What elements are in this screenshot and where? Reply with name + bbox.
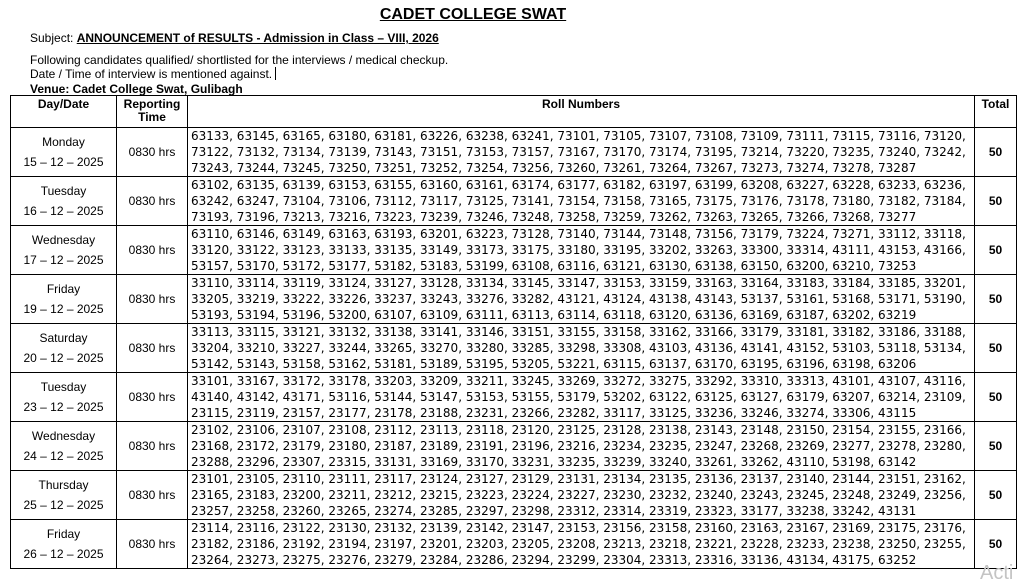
total-cell: 50 (975, 177, 1017, 226)
table-row (11, 520, 1017, 569)
interview-date: 17 – 12 – 2025 (23, 253, 104, 267)
reporting-time-cell: 0830 hrs (117, 324, 188, 373)
reporting-time-cell: 0830 hrs (117, 177, 188, 226)
intro-line-1: Following candidates qualified/ shortlisted for the interviews / medical checkup. (30, 53, 449, 67)
day-name: Saturday (39, 331, 88, 345)
day-name: Monday (42, 135, 85, 149)
table-row (11, 128, 1017, 177)
activation-watermark: Acti (980, 562, 1014, 584)
total-cell: 50 (975, 471, 1017, 520)
reporting-time-cell: 0830 hrs (117, 422, 188, 471)
total-cell: 50 (975, 128, 1017, 177)
intro-line-2-text: Date / Time of interview is mentioned against. (30, 67, 273, 81)
subject-line (30, 31, 439, 45)
reporting-time-cell: 0830 hrs (117, 520, 188, 569)
day-date-cell (11, 177, 117, 226)
table-row (11, 373, 1017, 422)
reporting-time-cell: 0830 hrs (117, 226, 188, 275)
interview-date: 25 – 12 – 2025 (23, 498, 104, 512)
interview-date: 16 – 12 – 2025 (23, 204, 104, 218)
roll-numbers-cell: 63110, 63146, 63149, 63163, 63193, 63201, 63223, 73128, 73140, 73144, 73148, 73156, 73179, 73224, 73271, 33112, 33118, 33120, 33122, 33123, 33133, 33135, 33149, 33173, 33175, 33180, 33195, 33202, 33263, 33300, 33314, 43111, 43153, 43166, 53157, 53170, 53172, 53177, 53182, 53183, 53199, 63108, 63116, 63121, 63130, 63138, 63150, 63200, 63210, 73253 (188, 226, 975, 275)
document-title: CADET COLLEGE SWAT (379, 6, 567, 23)
table-row (11, 471, 1017, 520)
interview-date: 20 – 12 – 2025 (23, 351, 104, 365)
day-name: Tuesday (40, 380, 87, 394)
subject-label: Subject: (30, 31, 74, 45)
table-row (11, 275, 1017, 324)
day-date-cell (11, 520, 117, 569)
day-date-cell (11, 324, 117, 373)
roll-numbers-cell: 63133, 63145, 63165, 63180, 63181, 63226, 63238, 63241, 73101, 73105, 73107, 73108, 73109, 73111, 73115, 73116, 73120, 73122, 73132, 73134, 73139, 73143, 73151, 73153, 73157, 73167, 73170, 73174, 73195, 73214, 73220, 73235, 73240, 73242, 73243, 73244, 73245, 73250, 73251, 73252, 73254, 73256, 73260, 73261, 73264, 73267, 73273, 73274, 73278, 73287 (188, 128, 975, 177)
header-day-date: Day/Date (11, 96, 117, 128)
day-name: Tuesday (40, 184, 87, 198)
day-date-cell (11, 226, 117, 275)
total-cell: 50 (975, 520, 1017, 569)
interview-date: 23 – 12 – 2025 (23, 400, 104, 414)
roll-numbers-cell: 33113, 33115, 33121, 33132, 33138, 33141, 33146, 33151, 33155, 33158, 33162, 33166, 33179, 33181, 33182, 33186, 33188, 33204, 33210, 33227, 33244, 33265, 33270, 33280, 33285, 33298, 33308, 43103, 43136, 43141, 43152, 53103, 53118, 53134, 53142, 53143, 53158, 53162, 53181, 53189, 53195, 53205, 53221, 63115, 63137, 63170, 63195, 63196, 63198, 63206 (188, 324, 975, 373)
total-cell: 50 (975, 275, 1017, 324)
venue-line: Venue: Cadet College Swat, Gulibagh (30, 82, 243, 96)
table-row (11, 226, 1017, 275)
roll-numbers-cell: 23101, 23105, 23110, 23111, 23117, 23124, 23127, 23129, 23131, 23134, 23135, 23136, 23137, 23140, 23144, 23151, 23162, 23165, 23183, 23200, 23211, 23212, 23215, 23223, 23224, 23227, 23230, 23232, 23240, 23243, 23245, 23248, 23249, 23256, 23257, 23258, 23260, 23265, 23274, 23285, 23297, 23298, 23312, 23314, 23319, 23323, 33177, 33238, 33242, 43131 (188, 471, 975, 520)
reporting-time-cell: 0830 hrs (117, 471, 188, 520)
interview-date: 19 – 12 – 2025 (23, 302, 104, 316)
day-date-cell (11, 422, 117, 471)
total-cell: 50 (975, 226, 1017, 275)
interview-date: 15 – 12 – 2025 (23, 155, 104, 169)
day-name: Thursday (38, 478, 89, 492)
day-date-cell (11, 373, 117, 422)
day-date-cell (11, 275, 117, 324)
day-name: Friday (46, 282, 81, 296)
table-row (11, 324, 1017, 373)
reporting-time-cell: 0830 hrs (117, 275, 188, 324)
day-date-cell (11, 471, 117, 520)
roll-numbers-cell: 33110, 33114, 33119, 33124, 33127, 33128, 33134, 33145, 33147, 33153, 33159, 33163, 33164, 33183, 33184, 33185, 33201, 33205, 33219, 33222, 33226, 33237, 33243, 33276, 33282, 43121, 43124, 43138, 43143, 53137, 53161, 53168, 53171, 53190, 53193, 53194, 53196, 53200, 63107, 63109, 63111, 63113, 63114, 63118, 63120, 63136, 63169, 63187, 63202, 63219 (188, 275, 975, 324)
reporting-time-cell: 0830 hrs (117, 373, 188, 422)
header-roll-numbers: Roll Numbers (188, 96, 975, 128)
results-table (10, 95, 1017, 569)
subject-text: ANNOUNCEMENT of RESULTS - Admission in Class – VIII, 2026 (76, 31, 439, 45)
roll-numbers-cell: 23102, 23106, 23107, 23108, 23112, 23113, 23118, 23120, 23125, 23128, 23138, 23143, 23148, 23150, 23154, 23155, 23166, 23168, 23172, 23179, 23180, 23187, 23189, 23191, 23196, 23216, 23234, 23235, 23247, 23268, 23269, 23277, 23278, 23280, 23288, 23296, 23307, 23315, 33131, 33169, 33170, 33231, 33235, 33239, 33240, 33261, 33262, 43110, 53198, 63142 (188, 422, 975, 471)
total-cell: 50 (975, 422, 1017, 471)
header-total: Total (975, 96, 1017, 128)
day-name: Wednesday (31, 429, 96, 443)
interview-date: 24 – 12 – 2025 (23, 449, 104, 463)
total-cell: 50 (975, 324, 1017, 373)
roll-numbers-cell: 33101, 33167, 33172, 33178, 33203, 33209, 33211, 33245, 33269, 33272, 33275, 33292, 33310, 33313, 43101, 43107, 43116, 43140, 43142, 43171, 53116, 53144, 53147, 53153, 53155, 53179, 53202, 63122, 63125, 63127, 63179, 63207, 63214, 23109, 23115, 23119, 23157, 23177, 23178, 23188, 23231, 23266, 23282, 33117, 33125, 33236, 33246, 33274, 33306, 43115 (188, 373, 975, 422)
reporting-time-cell: 0830 hrs (117, 128, 188, 177)
total-cell: 50 (975, 373, 1017, 422)
header-reporting-time: Reporting Time (117, 96, 188, 128)
table-header-row (11, 96, 1017, 128)
roll-numbers-cell: 63102, 63135, 63139, 63153, 63155, 63160, 63161, 63174, 63177, 63182, 63197, 63199, 63208, 63227, 63228, 63233, 63236, 63242, 63247, 73104, 73106, 73112, 73117, 73125, 73141, 73154, 73158, 73165, 73175, 73176, 73178, 73180, 73182, 73184, 73193, 73196, 73213, 73216, 73223, 73239, 73246, 73248, 73258, 73259, 73262, 73263, 73265, 73266, 73268, 73277 (188, 177, 975, 226)
roll-numbers-cell: 23114, 23116, 23122, 23130, 23132, 23139, 23142, 23147, 23153, 23156, 23158, 23160, 23163, 23167, 23169, 23175, 23176, 23182, 23186, 23192, 23194, 23197, 23201, 23203, 23205, 23208, 23213, 23218, 23221, 23228, 23233, 23238, 23250, 23255, 23264, 23273, 23275, 23276, 23279, 23284, 23286, 23294, 23299, 23304, 23313, 23316, 33136, 43134, 43175, 63252 (188, 520, 975, 569)
day-name: Wednesday (31, 233, 96, 247)
day-date-cell (11, 128, 117, 177)
day-name: Friday (46, 527, 81, 541)
table-row (11, 422, 1017, 471)
intro-line-2 (30, 67, 276, 81)
table-row (11, 177, 1017, 226)
interview-date: 26 – 12 – 2025 (23, 547, 104, 561)
text-cursor (275, 67, 276, 80)
